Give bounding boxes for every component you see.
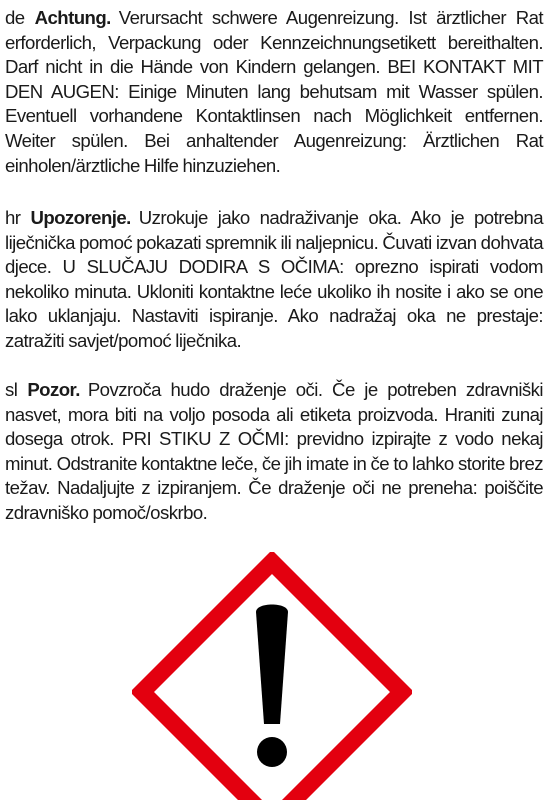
warning-text: Verursacht schwere Augenreizung. Ist ärztlicher Rat erforderlich, Verpackung oder Kennzeichnungsetikett bereithalten. Darf nicht in die Hände von Kindern gelangen. BEI KONTAKT MIT DEN AUGEN: Einige Minuten lang behutsam mit Wasser spülen. Eventuell vorhandene Kontaktlinsen nach Möglichkeit entfernen. Weiter spülen. Bei anhaltender Augenreizung: Ärztlichen Rat einholen/ärztliche Hilfe hinzuziehen.	[5, 7, 543, 176]
language-code: hr	[5, 207, 21, 228]
warning-paragraph-sl	[5, 378, 543, 526]
warning-section-de	[5, 6, 543, 178]
warning-paragraph-hr	[5, 206, 543, 354]
ghs-exclamation-pictogram	[132, 552, 412, 800]
signal-word: Upozorenje.	[30, 207, 131, 228]
language-code: de	[5, 7, 25, 28]
signal-word: Achtung.	[34, 7, 111, 28]
warning-section-hr	[5, 206, 543, 354]
warning-section-sl	[5, 378, 543, 526]
warning-paragraph-de	[5, 6, 543, 178]
language-code: sl	[5, 379, 18, 400]
signal-word: Pozor.	[27, 379, 80, 400]
warning-text: Povzroča hudo draženje oči. Če je potreben zdravniški nasvet, mora biti na voljo posoda ali etiketa proizvoda. Hraniti zunaj dosega otrok. PRI STIKU Z OČMI: previdno izpirajte z vodo nekaj minut. Odstranite kontaktne leče, če jih imate in če to lahko storite brez težav. Nadaljujte z izpiranjem. Če draženje oči ne preneha: poiščite zdravniško pomoč/oskrbo.	[5, 379, 543, 523]
warning-text: Uzrokuje jako nadraživanje oka. Ako je potrebna liječnička pomoć pokazati spremnik ili naljepnicu. Čuvati izvan dohvata djece. U SLUČAJU DODIRA S OČIMA: oprezno ispirati vodom nekoliko minuta. Ukloniti kontaktne leće ukoliko ih nosite i ako se one lako uklanjaju. Nastaviti ispiranje. Ako nadražaj oka ne prestaje: zatražiti savjet/pomoć liječnika.	[5, 207, 543, 351]
